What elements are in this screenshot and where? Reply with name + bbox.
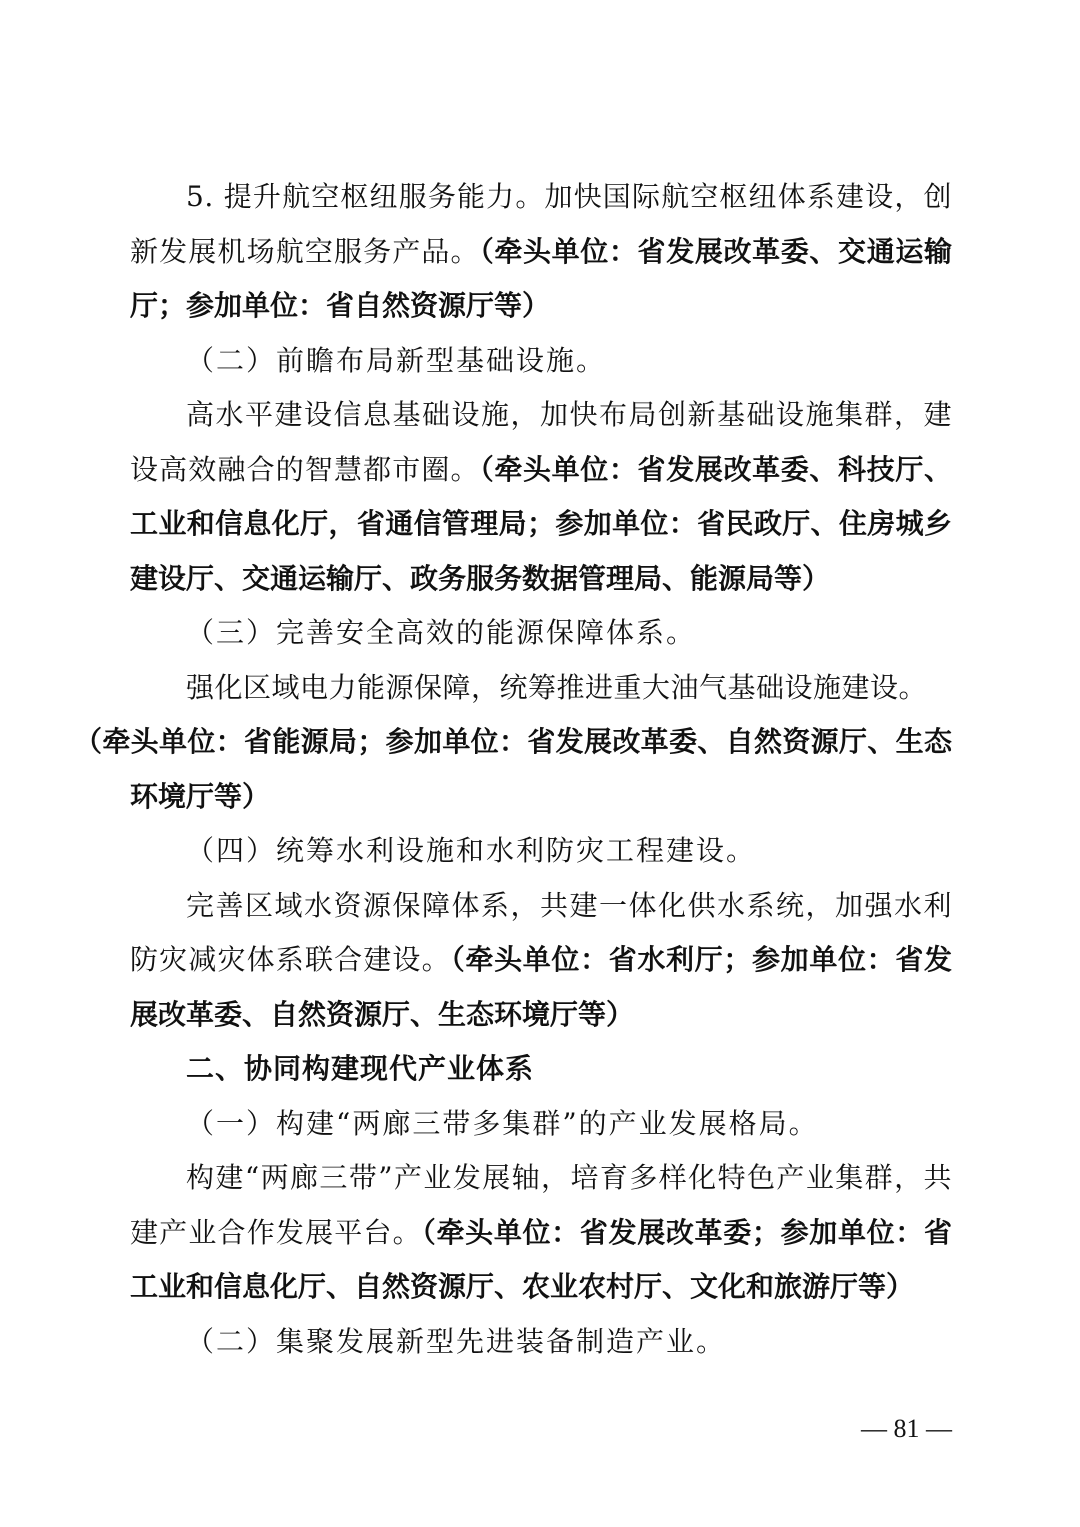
paragraph-water-resources [130,879,952,1043]
paragraph-aviation-hub [130,170,952,334]
subheading-industry-layout: （一）构建“两廊三带多集群”的产业发展格局。 [186,1106,819,1140]
page-content [74,170,952,1369]
responsible-units: （牵头单位：省发展改革委；参加单位：省工业和信息化厅、自然资源厅、农业农村厅、文化和旅游厅等） [130,1215,952,1303]
paragraph-text: 构建“两廊三带”产业发展轴，培育多样化特色产业集群，共建产业合作发展平台。 [130,1161,952,1249]
responsible-units: （牵头单位：省发展改革委、科技厅、工业和信息化厅，省通信管理局；参加单位：省民政厅、住房城乡建设厅、交通运输厅、政务服务数据管理局、能源局等） [130,452,952,595]
paragraph-information-infrastructure [130,388,952,606]
responsible-units: （牵头单位：省能源局；参加单位：省发展改革委、自然资源厅、生态环境厅等） [74,725,952,813]
paragraph-text: 强化区域电力能源保障，统筹推进重大油气基础设施建设。 [186,670,928,704]
subheading-energy-security: （三）完善安全高效的能源保障体系。 [186,616,697,649]
heading-modern-industry: 二、协同构建现代产业体系 [186,1052,535,1085]
responsible-units: （牵头单位：省发展改革委、交通运输厅；参加单位：省自然资源厅等） [130,234,952,322]
paragraph-text: 高水平建设信息基础设施，加快布局创新基础设施集群，建设高效融合的智慧都市圈。 [130,398,952,486]
paragraph-text: 5. 提升航空枢纽服务能力。加快国际航空枢纽体系建设，创新发展机场航空服务产品。 [130,180,952,268]
responsible-units: （牵头单位：省水利厅；参加单位：省发展改革委、自然资源厅、生态环境厅等） [130,943,952,1031]
subheading-equipment-manufacturing: （二）集聚发展新型先进装备制造产业。 [186,1324,727,1358]
subheading-water-conservancy: （四）统筹水利设施和水利防灾工程建设。 [186,834,757,867]
subheading-new-infrastructure: （二）前瞻布局新型基础设施。 [186,343,607,377]
paragraph-energy [74,661,952,825]
page-number: — 81 — [861,1414,952,1443]
paragraph-industry-axis [130,1151,952,1315]
paragraph-text: 完善区域水资源保障体系，共建一体化供水系统，加强水利防灾减灾体系联合建设。 [130,888,952,976]
